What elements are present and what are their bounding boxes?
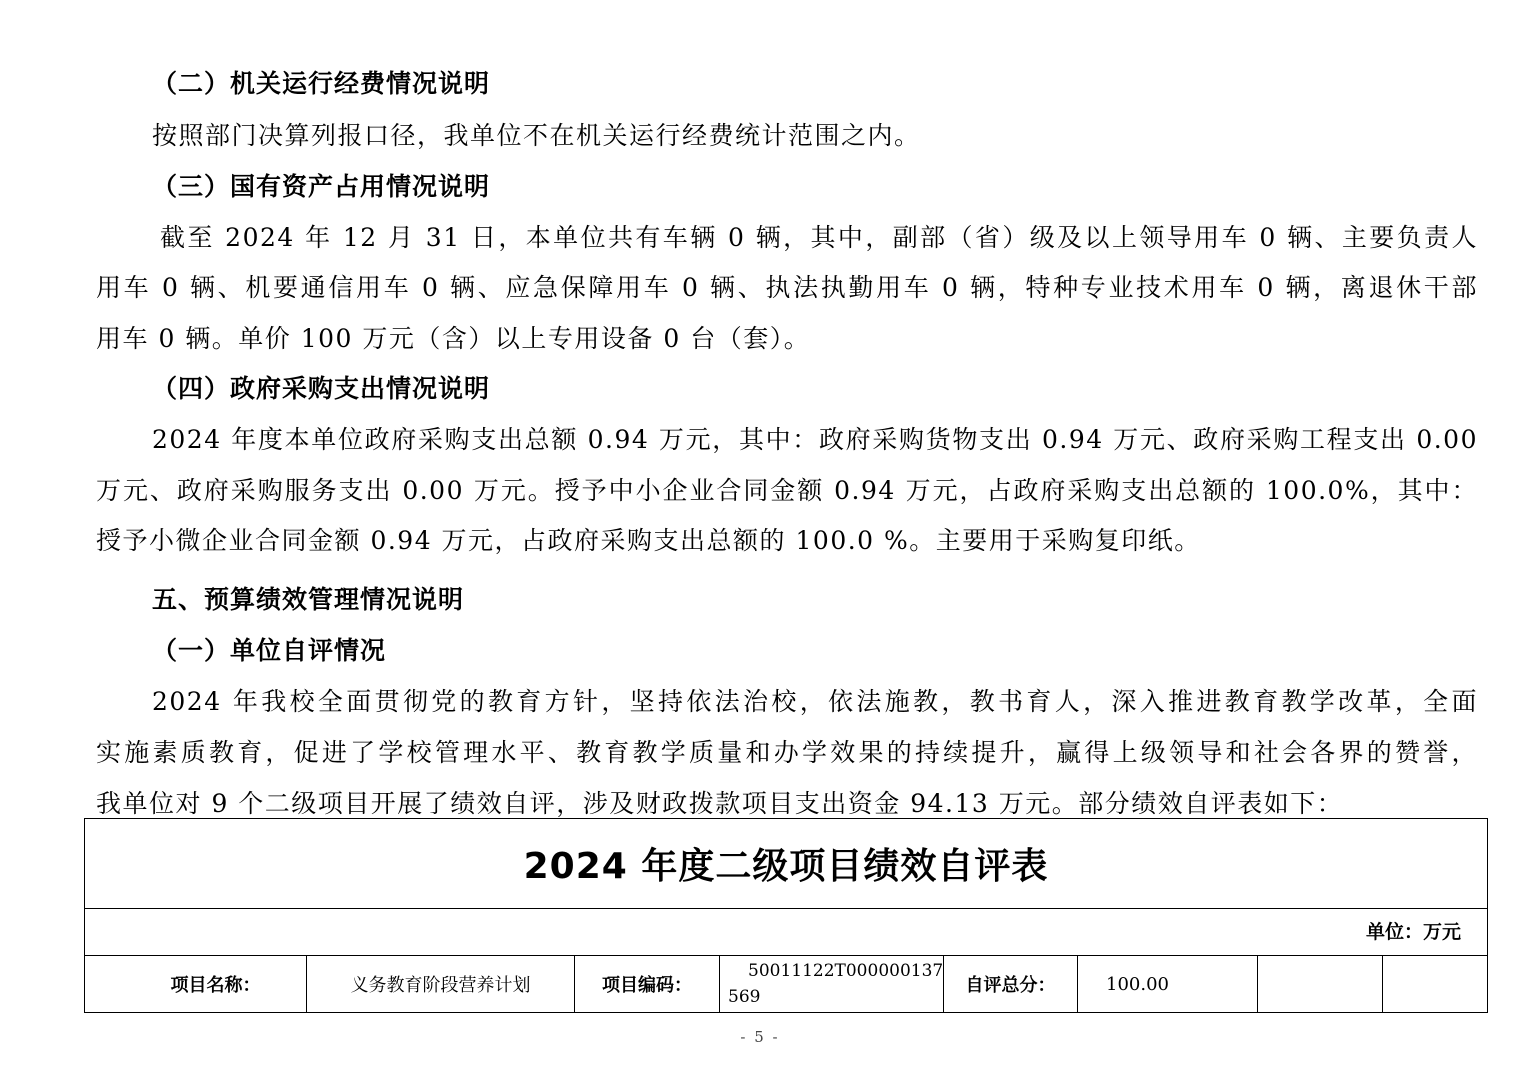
paragraph-line: 用车 0 辆。单价 100 万元（含）以上专用设备 0 台（套）。: [96, 324, 811, 353]
project-code-label: [575, 956, 720, 1012]
table-title: 2024 年度二级项目绩效自评表: [85, 819, 1487, 909]
section-heading-5: 五、预算绩效管理情况说明: [152, 585, 465, 614]
self-score-label: [944, 956, 1078, 1012]
project-code-value: [720, 956, 944, 1012]
page-number: - 5 -: [740, 1028, 780, 1046]
paragraph-line: 我单位对 9 个二级项目开展了绩效自评，涉及财政拨款项目支出资金 94.13 万元。部分绩效自评表如下：: [96, 789, 1344, 818]
paragraph-line: 用车 0 辆、机要通信用车 0 辆、应急保障用车 0 辆、执法执勤用车 0 辆，特种专业技术用车 0 辆，离退休干部: [96, 273, 1478, 302]
table-row: [85, 956, 1487, 1012]
paragraph-line: 万元、政府采购服务支出 0.00 万元。授予中小企业合同金额 0.94 万元，占政府采购支出总额的 100.0%，其中：: [96, 476, 1478, 505]
section-heading-3: （三）国有资产占用情况说明: [152, 172, 491, 201]
paragraph-line: 实施素质教育，促进了学校管理水平、教育教学质量和办学效果的持续提升，赢得上级领导和社会各界的赞誉，: [96, 738, 1478, 767]
project-code-label-text: 项目编码：: [602, 975, 692, 996]
paragraph-line: 截至 2024 年 12 月 31 日，本单位共有车辆 0 辆，其中，副部（省）级及以上领导用车 0 辆、主要负责人: [160, 223, 1478, 252]
paragraph-line: 授予小微企业合同金额 0.94 万元，占政府采购支出总额的 100.0 %。主要用于采购复印纸。: [96, 526, 1201, 555]
section-heading-5-1: （一）单位自评情况: [152, 636, 387, 665]
project-name-text: 义务教育阶段营养计划: [350, 975, 531, 996]
paragraph-line: 按照部门决算列报口径，我单位不在机关运行经费统计范围之内。: [152, 121, 921, 150]
project-name-value: [307, 956, 575, 1012]
table-unit: 单位：万元: [85, 909, 1487, 956]
project-code-line-2: 569: [728, 987, 761, 1007]
self-score-text: 100.00: [1106, 973, 1169, 995]
self-score-label-text: 自评总分：: [965, 975, 1056, 996]
section-heading-4: （四）政府采购支出情况说明: [152, 374, 491, 403]
paragraph-line: 2024 年我校全面贯彻党的教育方针，坚持依法治校，依法施教，教书育人，深入推进教育教学改革，全面: [152, 687, 1478, 716]
project-name-label: [85, 956, 307, 1012]
section-heading-2: （二）机关运行经费情况说明: [152, 69, 491, 98]
paragraph-line: 2024 年度本单位政府采购支出总额 0.94 万元，其中：政府采购货物支出 0.94 万元、政府采购工程支出 0.00: [152, 425, 1478, 454]
project-name-label-text: 项目名称：: [170, 975, 261, 996]
empty-cell: [1258, 956, 1383, 1012]
self-score-value: [1078, 956, 1258, 1012]
empty-cell: [1383, 956, 1486, 1012]
performance-table: [84, 818, 1488, 1013]
project-code-line-1: 50011122T000000137: [748, 961, 944, 981]
